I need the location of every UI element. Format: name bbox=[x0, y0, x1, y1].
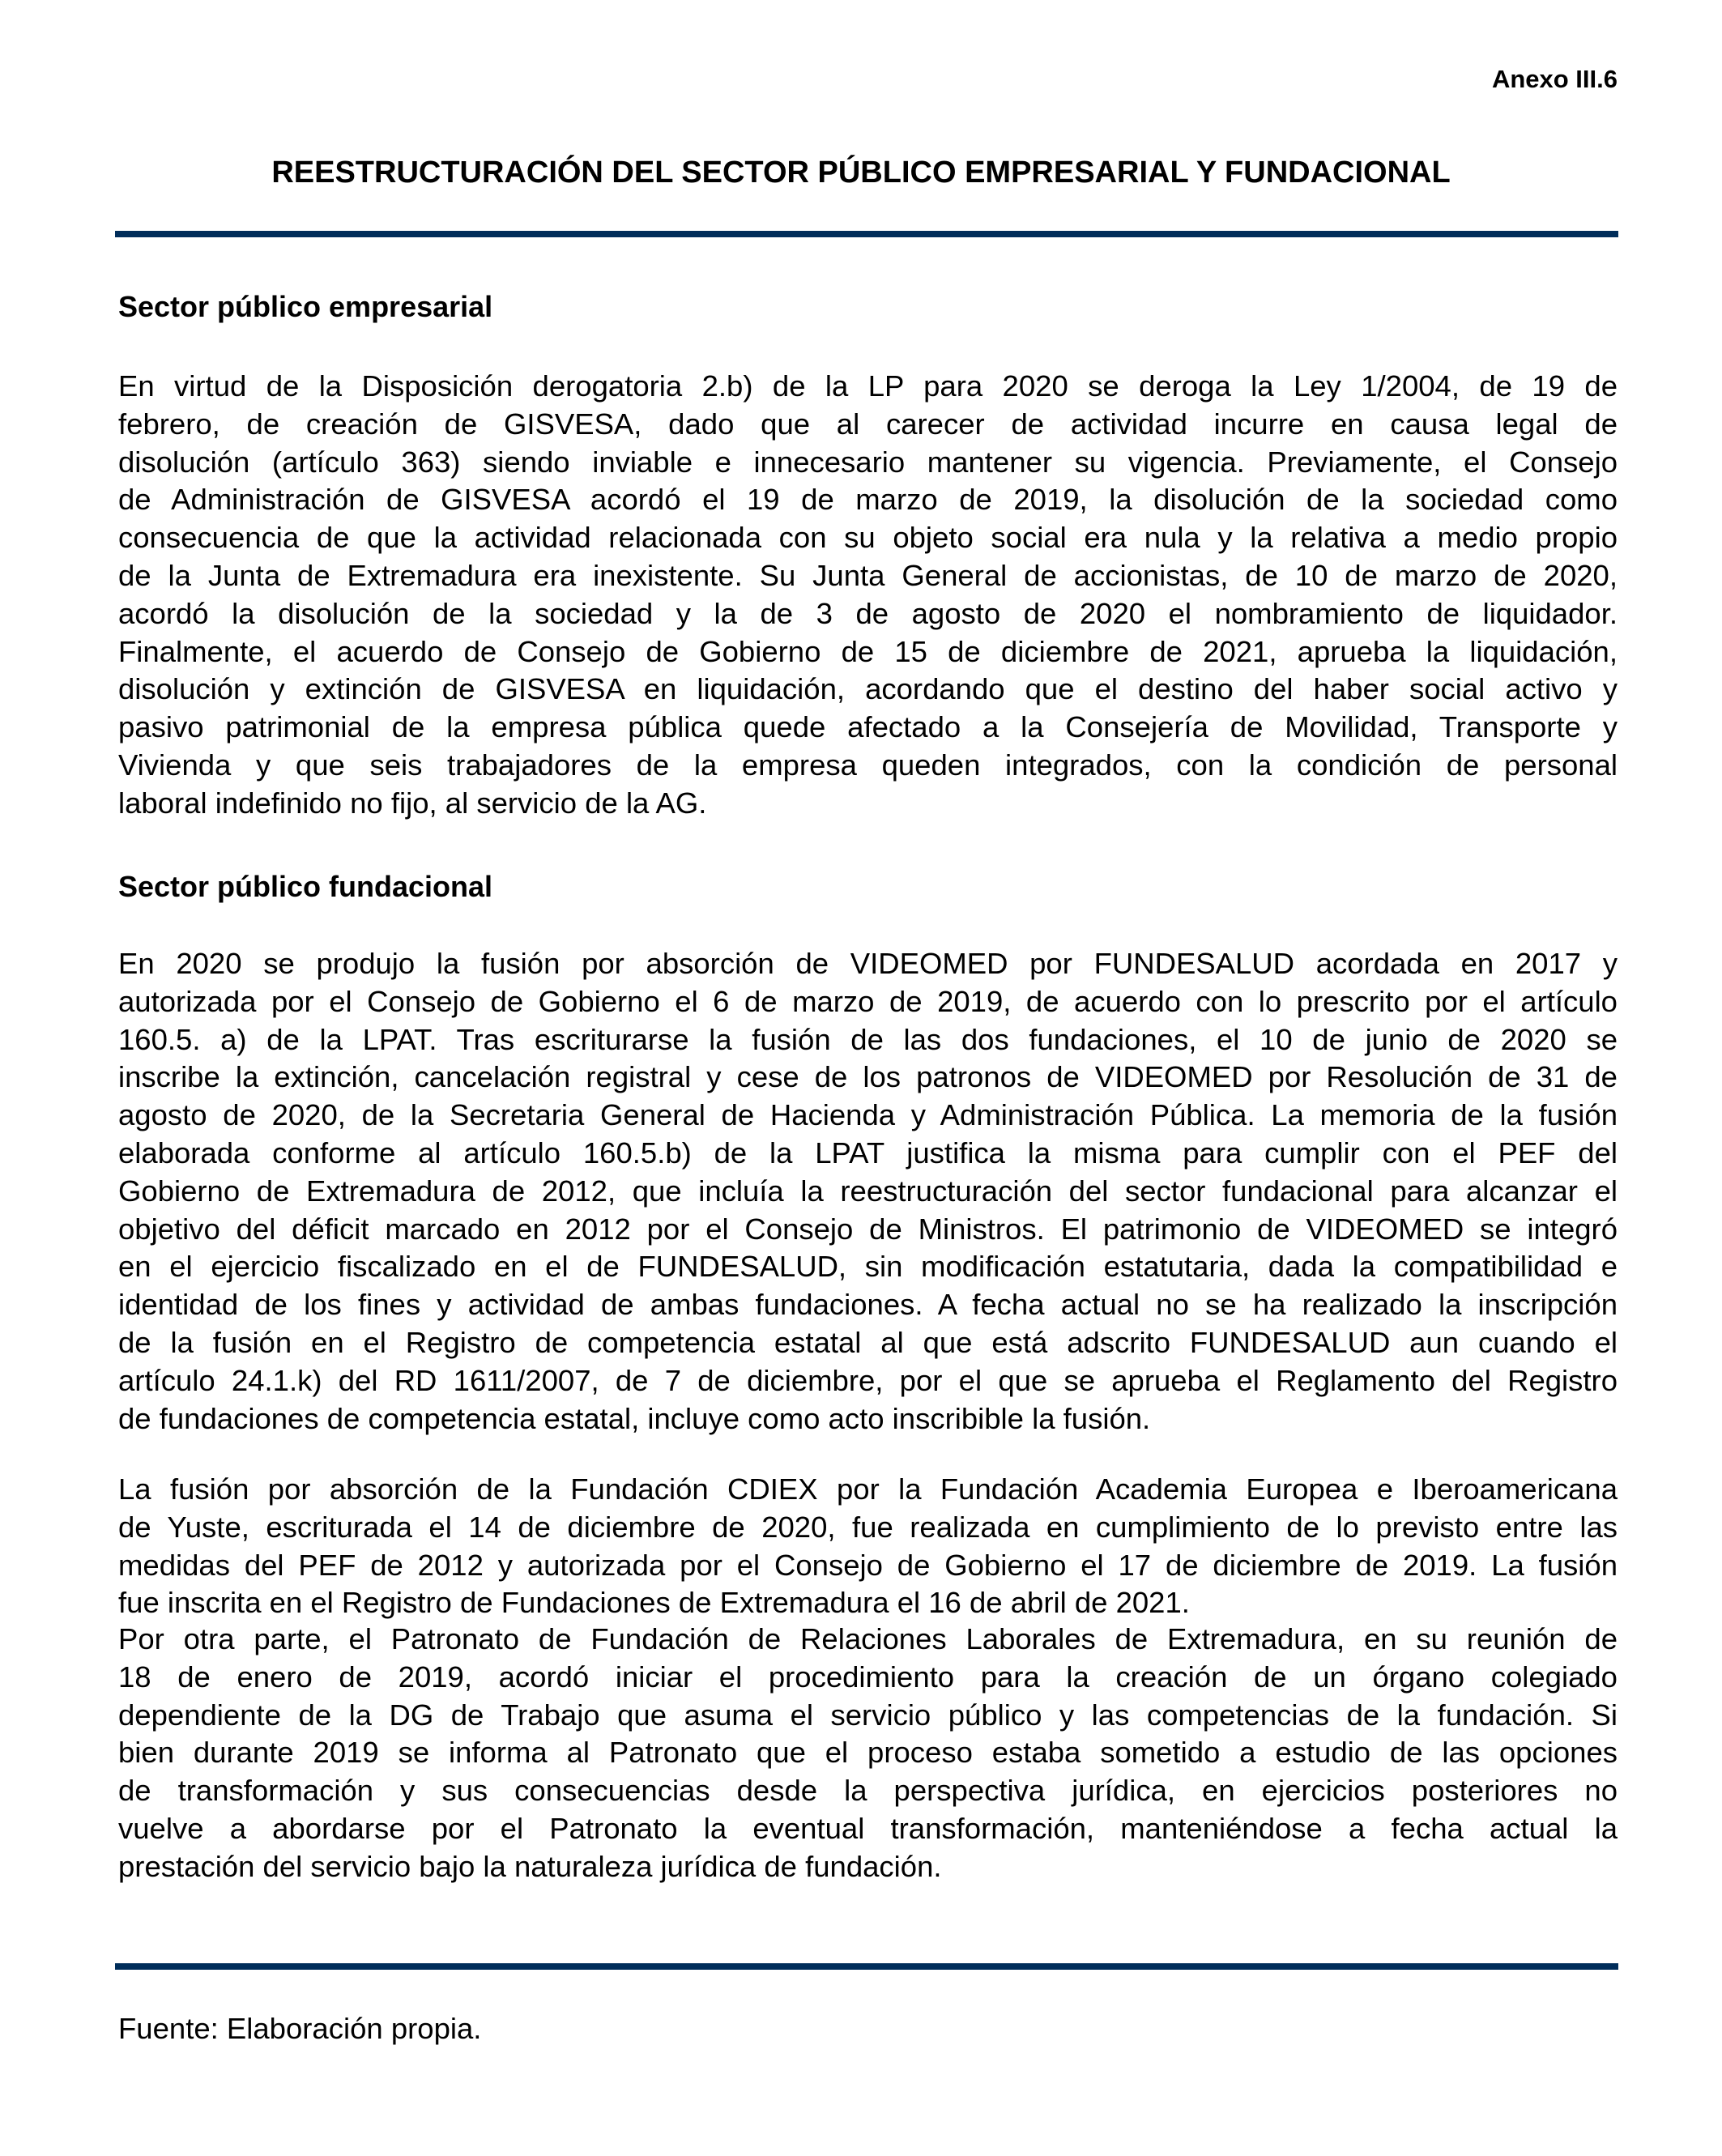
paragraph-line: Finalmente, el acuerdo de Consejo de Gobierno de 15 de diciembre de 2021, aprueba la liquidación, bbox=[118, 634, 1618, 668]
paragraph-line: 160.5. a) de la LPAT. Tras escriturarse la fusión de las dos fundaciones, el 10 de junio de 2020 se bbox=[118, 1022, 1618, 1056]
paragraph-line: disolución y extinción de GISVESA en liquidación, acordando que el destino del haber social activo y bbox=[118, 672, 1618, 706]
bottom-divider bbox=[115, 1963, 1618, 1970]
paragraph-line: agosto de 2020, de la Secretaria General de Hacienda y Administración Pública. La memoria de la fusión bbox=[118, 1098, 1618, 1132]
paragraph-line: de Administración de GISVESA acordó el 19 de marzo de 2019, la disolución de la sociedad como bbox=[118, 483, 1618, 517]
top-divider bbox=[115, 231, 1618, 237]
paragraph bbox=[118, 1471, 1618, 1622]
paragraph-line: de la Junta de Extremadura era inexistente. Su Junta General de accionistas, de 10 de marzo de 2020, bbox=[118, 558, 1618, 592]
paragraph-line: inscribe la extinción, cancelación registral y cese de los patronos de VIDEOMED por Resolución de 31 de bbox=[118, 1060, 1618, 1094]
paragraph-line: laboral indefinido no fijo, al servicio de la AG. bbox=[118, 786, 707, 820]
paragraph-line: vuelve a abordarse por el Patronato la eventual transformación, manteniéndose a fecha actual la bbox=[118, 1811, 1618, 1845]
paragraph-line: en el ejercicio fiscalizado en el de FUNDESALUD, sin modificación estatutaria, dada la compatibilidad e bbox=[118, 1250, 1618, 1284]
paragraph bbox=[118, 368, 1618, 823]
paragraph-line: artículo 24.1.k) del RD 1611/2007, de 7 de diciembre, por el que se aprueba el Reglamento del Registro bbox=[118, 1363, 1618, 1397]
paragraph-line: En virtud de la Disposición derogatoria 2.b) de la LP para 2020 se deroga la Ley 1/2004, de 19 de bbox=[118, 369, 1618, 403]
paragraph-line: de Yuste, escriturada el 14 de diciembre de 2020, fue realizada en cumplimiento de lo previsto entre las bbox=[118, 1510, 1618, 1544]
paragraph-line: prestación del servicio bajo la naturaleza jurídica de fundación. bbox=[118, 1849, 942, 1883]
paragraph-line: consecuencia de que la actividad relacionada con su objeto social era nula y la relativa a medio propio bbox=[118, 521, 1618, 555]
section-heading-empresarial: Sector público empresarial bbox=[118, 290, 493, 323]
page-title: REESTRUCTURACIÓN DEL SECTOR PÚBLICO EMPRESARIAL Y FUNDACIONAL bbox=[271, 156, 1451, 190]
paragraph-line: La fusión por absorción de la Fundación CDIEX por la Fundación Academia Europea e Iberoamericana bbox=[118, 1472, 1618, 1506]
paragraph-line: 18 de enero de 2019, acordó iniciar el procedimiento para la creación de un órgano colegiado bbox=[118, 1660, 1618, 1694]
paragraph-line: bien durante 2019 se informa al Patronato que el proceso estaba sometido a estudio de las opciones bbox=[118, 1736, 1618, 1770]
paragraph-line: de la fusión en el Registro de competencia estatal al que está adscrito FUNDESALUD aun cuando el bbox=[118, 1325, 1618, 1359]
paragraph bbox=[118, 1621, 1618, 1886]
paragraph-line: Vivienda y que seis trabajadores de la empresa queden integrados, con la condición de personal bbox=[118, 748, 1618, 782]
annex-label: Anexo III.6 bbox=[1491, 65, 1618, 93]
paragraph-line: medidas del PEF de 2012 y autorizada por el Consejo de Gobierno el 17 de diciembre de 2019. La fusión bbox=[118, 1548, 1618, 1582]
paragraph bbox=[118, 945, 1618, 1438]
source-note: Fuente: Elaboración propia. bbox=[118, 2012, 482, 2045]
paragraph-line: disolución (artículo 363) siendo inviable e innecesario mantener su vigencia. Previamente, el Consejo bbox=[118, 445, 1618, 479]
section-heading-fundacional: Sector público fundacional bbox=[118, 870, 493, 903]
paragraph-line: autorizada por el Consejo de Gobierno el 6 de marzo de 2019, de acuerdo con lo prescrito por el artículo bbox=[118, 984, 1618, 1018]
paragraph-line: acordó la disolución de la sociedad y la de 3 de agosto de 2020 el nombramiento de liquidador. bbox=[118, 596, 1618, 630]
paragraph-line: dependiente de la DG de Trabajo que asuma el servicio público y las competencias de la fundación. Si bbox=[118, 1698, 1618, 1732]
paragraph-line: En 2020 se produjo la fusión por absorción de VIDEOMED por FUNDESALUD acordada en 2017 y bbox=[118, 947, 1618, 980]
paragraph-line: Gobierno de Extremadura de 2012, que incluía la reestructuración del sector fundacional para alcanzar el bbox=[118, 1174, 1618, 1208]
paragraph-line: de transformación y sus consecuencias desde la perspectiva jurídica, en ejercicios posteriores no bbox=[118, 1774, 1618, 1808]
paragraph-line: pasivo patrimonial de la empresa pública quede afectado a la Consejería de Movilidad, Transporte y bbox=[118, 710, 1618, 744]
paragraph-line: febrero, de creación de GISVESA, dado que al carecer de actividad incurre en causa legal de bbox=[118, 407, 1618, 441]
paragraph-line: fue inscrita en el Registro de Fundaciones de Extremadura el 16 de abril de 2021. bbox=[118, 1586, 1190, 1620]
paragraph-line: identidad de los fines y actividad de ambas fundaciones. A fecha actual no se ha realizado la inscripción bbox=[118, 1288, 1618, 1322]
paragraph-line: de fundaciones de competencia estatal, incluye como acto inscribible la fusión. bbox=[118, 1401, 1151, 1435]
paragraph-line: elaborada conforme al artículo 160.5.b) de la LPAT justifica la misma para cumplir con el PEF del bbox=[118, 1136, 1618, 1170]
paragraph-line: Por otra parte, el Patronato de Fundación de Relaciones Laborales de Extremadura, en su reunión de bbox=[118, 1622, 1618, 1655]
paragraph-line: objetivo del déficit marcado en 2012 por el Consejo de Ministros. El patrimonio de VIDEOMED se integró bbox=[118, 1212, 1618, 1246]
